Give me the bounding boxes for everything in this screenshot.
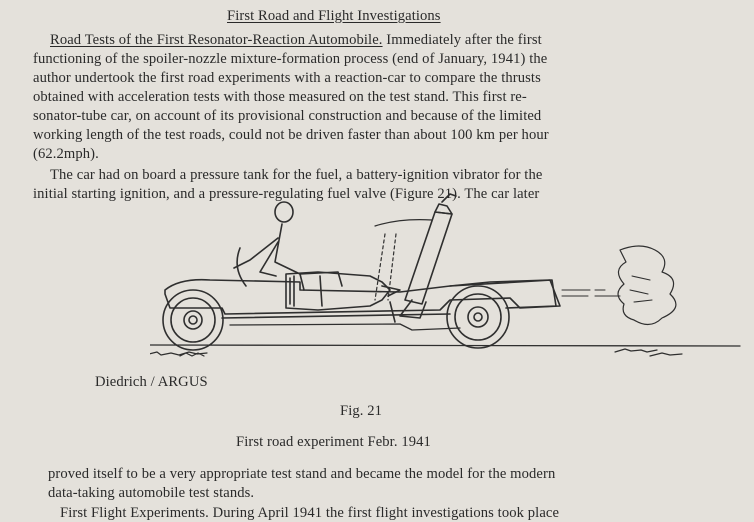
section-heading: First Road and Flight Investigations: [227, 8, 441, 24]
paragraph-1-line-6: working length of the test roads, could not be driven faster than about 100 km per hour: [33, 127, 549, 143]
figure-21-car-drawing: [150, 190, 754, 375]
ground-line: [150, 345, 740, 346]
ground-hatching-left: [150, 352, 207, 356]
paragraph-1-line-5: sonator-tube car, on account of its provisional construction and because of the limited: [33, 108, 542, 124]
figure-number: Fig. 21: [340, 403, 383, 419]
paragraph-2-line-2: initial starting ignition, and a pressure-regulating fuel valve (Figure 21). The car later: [33, 186, 540, 202]
paragraph-3-line-3: First Flight Experiments. During April 1941 the first flight investigations took place: [60, 505, 560, 521]
paragraph-2-line-1: The car had on board a pressure tank for the fuel, a battery-ignition vibrator for the: [50, 167, 543, 183]
figure-caption: First road experiment Febr. 1941: [236, 434, 431, 450]
exhaust-flame: [618, 246, 676, 325]
paragraph-1-line-3: author undertook the first road experiments with a reaction-car to compare the thrusts: [33, 70, 541, 86]
paragraph-1-line-4: obtained with acceleration tests with those measured on the test stand. This first re-: [33, 89, 527, 105]
resonator-tube: [375, 194, 456, 322]
run-in-title: Road Tests of the First Resonator-Reaction Automobile.: [50, 32, 383, 48]
paragraph-1-line-2: functioning of the spoiler-nozzle mixture-formation process (end of January, 1941) the: [33, 51, 548, 67]
paragraph-1-line-7: (62.2mph).: [33, 146, 99, 162]
exhaust-tail-pipe: [230, 324, 460, 330]
rear-wheel: [163, 290, 223, 350]
paragraph-1-line-1: [50, 32, 542, 49]
figure-credit: Diedrich / ARGUS: [95, 374, 208, 390]
paragraph-3-line-2: data-taking automobile test stands.: [48, 485, 255, 501]
ground-hatching-right: [615, 349, 682, 356]
exhaust-stream: [562, 290, 620, 296]
front-wheel: [447, 286, 509, 348]
driver-figure: [234, 202, 342, 290]
paragraph-1-line-1-rest: Immediately after the first: [382, 32, 542, 48]
paragraph-3-line-1: proved itself to be a very appropriate test stand and became the model for the modern: [48, 466, 556, 482]
